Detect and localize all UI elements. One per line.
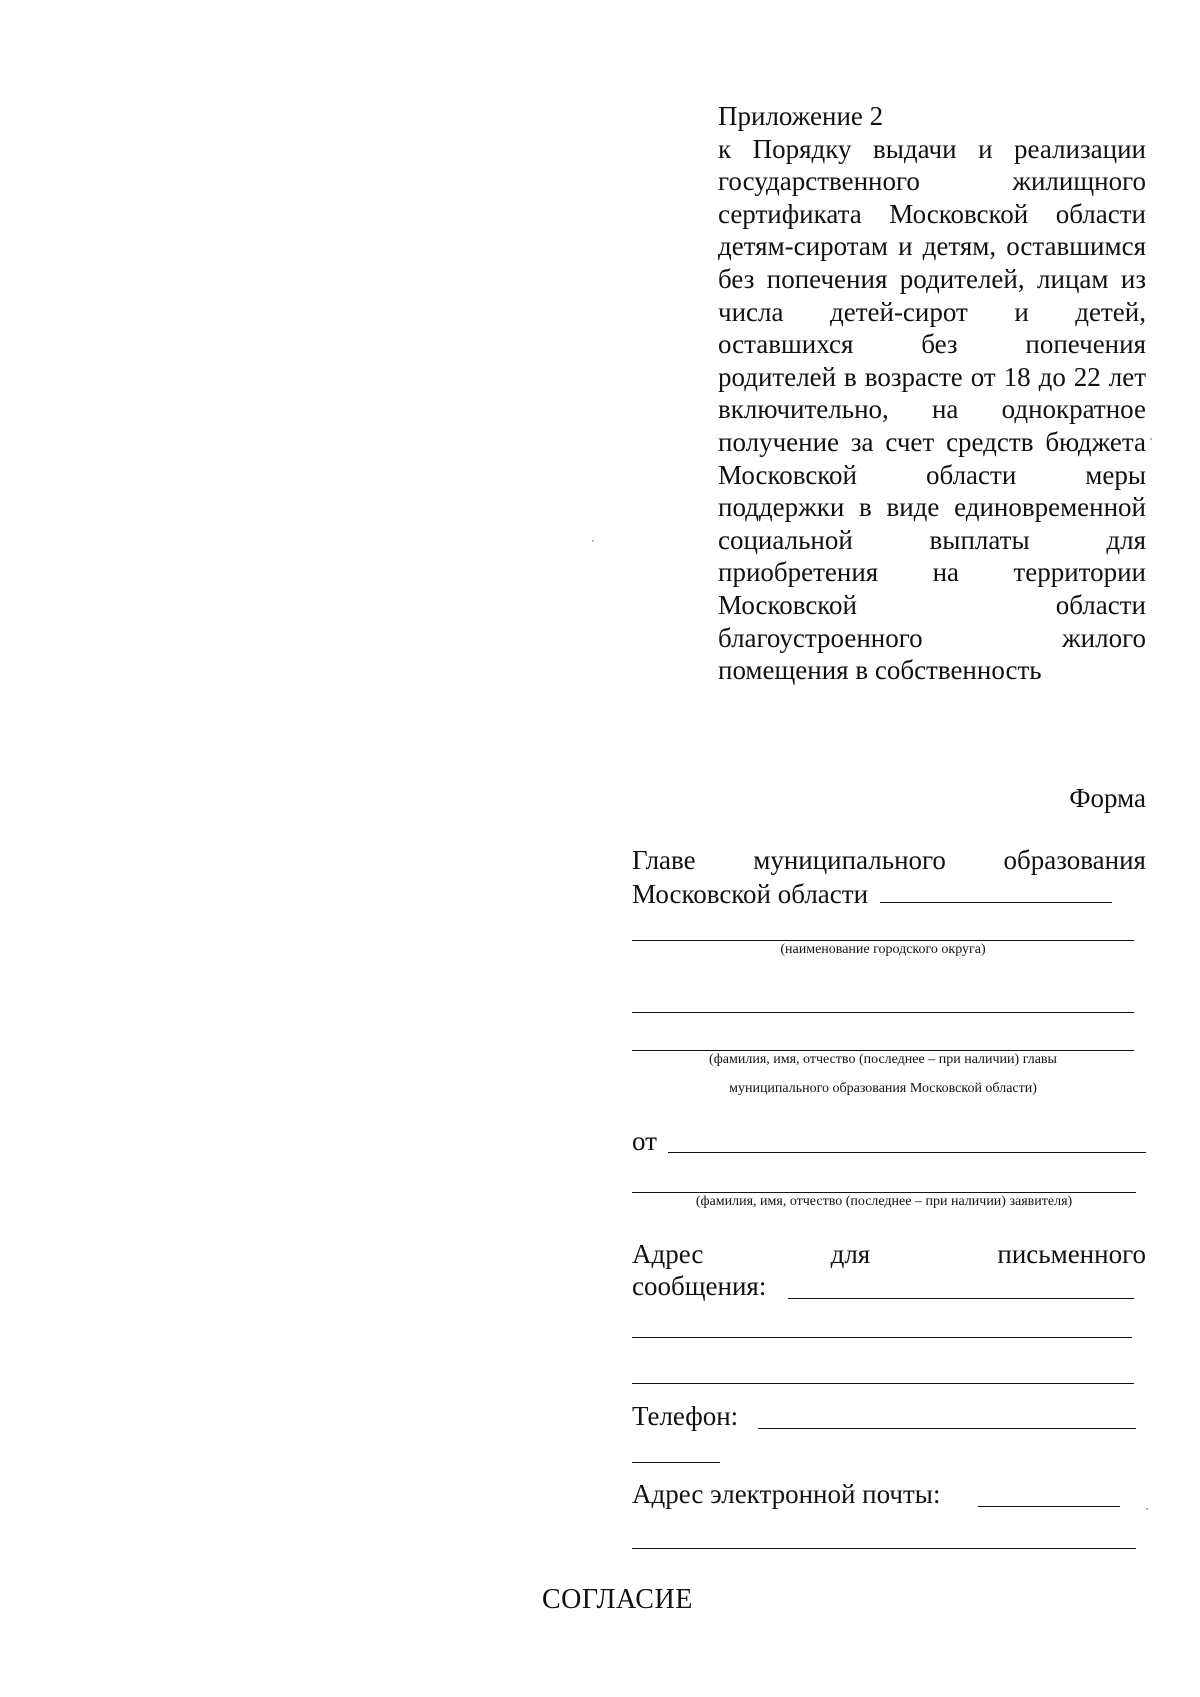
appendix-title: Приложение 2 xyxy=(718,101,884,131)
head-name-caption-2: муниципального образования Московской области) xyxy=(729,1081,1037,1096)
region-blank-field[interactable] xyxy=(880,876,1112,903)
head-name-caption-1: (фамилия, имя, отчество (последнее – при наличии) главы xyxy=(709,1052,1057,1067)
address-label: сообщения: xyxy=(632,1271,767,1301)
phone-label: Телефон: xyxy=(632,1401,739,1431)
form-label: Форма xyxy=(1069,783,1146,813)
from-label: от xyxy=(632,1126,657,1156)
address-word: для xyxy=(830,1239,871,1269)
address-line-1 xyxy=(632,1238,1146,1270)
addressee-block xyxy=(632,844,1146,910)
addressee-word: Главе xyxy=(632,845,696,875)
district-name-field[interactable] xyxy=(632,940,1134,941)
appendix-text: к Порядку выдачи и реализации государственного жилищного сертификата Московской области детям-сиротам и детям, оставшимся без попечения родителей, лицам из числа детей-сирот и детей, оставшихся без попечения родителей в возрасте от 18 до 22 лет включительно, на однократное получение за счет средств бюджета Московской области меры поддержки в виде единовременной социальной выплаты для приобретения на территории Московской области благоустроенного жилого помещения в собственность xyxy=(718,133,1146,686)
email-field[interactable] xyxy=(978,1506,1120,1507)
scan-speck xyxy=(1146,1508,1148,1510)
applicant-name-field-2[interactable] xyxy=(632,1192,1136,1193)
addressee-word: образования xyxy=(1003,845,1146,875)
head-name-field-2[interactable] xyxy=(632,1050,1134,1051)
addressee-line-1 xyxy=(632,844,1146,876)
address-block xyxy=(632,1238,1146,1302)
address-field-1[interactable] xyxy=(788,1298,1134,1299)
appendix-reference xyxy=(718,100,1146,687)
scan-speck xyxy=(592,540,594,542)
address-word: письменного xyxy=(997,1239,1146,1269)
email-label: Адрес электронной почты: xyxy=(632,1479,941,1509)
applicant-name-field[interactable] xyxy=(668,1152,1146,1153)
address-field-3[interactable] xyxy=(632,1383,1134,1384)
addressee-region: Московской области xyxy=(632,879,869,909)
phone-field-continuation[interactable] xyxy=(632,1462,720,1463)
addressee-word: муниципального xyxy=(753,845,946,875)
applicant-caption: (фамилия, имя, отчество (последнее – при наличии) заявителя) xyxy=(695,1194,1073,1209)
address-word: Адрес xyxy=(632,1239,704,1269)
scan-speck xyxy=(1150,438,1152,440)
email-field-2[interactable] xyxy=(632,1548,1136,1549)
head-name-field[interactable] xyxy=(632,1012,1134,1013)
phone-field[interactable] xyxy=(758,1428,1136,1429)
consent-heading: СОГЛАСИЕ xyxy=(542,1584,693,1615)
addressee-line-2 xyxy=(632,876,1146,910)
district-caption: (наименование городского округа) xyxy=(780,942,986,957)
address-field-2[interactable] xyxy=(632,1337,1132,1338)
